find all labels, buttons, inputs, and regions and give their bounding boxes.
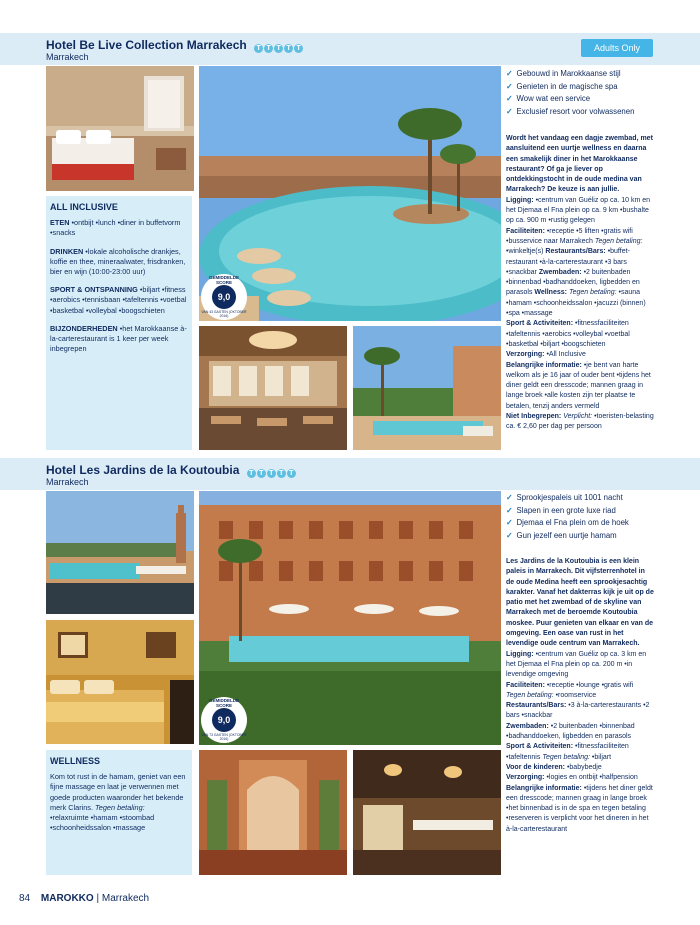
hotel2-description: Les Jardins de la Koutoubia is een klein paleis in Marrakech. Dit vijfsterrenhotel in de oude Medina heeft een sprookjesachtig karakter. Vanaf het dakterras kijk je uit op de patio met het zwembad of de skyline van Marrakech met de beroemde Koutoubia moskee. Puur genieten van elkaar en van de omgeving. Een oase van rust in het levendige oude centrum van Marrakech. Ligging: •centrum van Guéliz op ca. 3 km en het Djemaa el Fna plein op ca. 200 m •in levendige omgeving Faciliteiten: •receptie •lounge •gratis wifi Tegen betaling: •roomservice Restaurants/Bars: •3 à-la-carterestaurants •2 bars •snackbar Zwembaden: •2 buitenbaden •binnenbad •badhanddoeken, ligbedden en parasols Sport & Activiteiten: •fitnessfaciliteiten •tafeltennis Tegen betaling: •biljart Voor de kinderen: •babybedje Verzorging: •logies en ontbijt •halfpension Belangrijke informatie: •tijdens het diner geldt een dresscode; mannen graag in lange broek •het binnenbad is in de spa en tegen betaling •reserveren is verplicht voor het dineren in het à-la-carterestaurant [506,558,654,833]
highlight-item: ✓ Gun jezelf een uurtje hamam [506,530,617,540]
sport-paragraph: SPORT & ONTSPANNING •biljart •fitness •aerobics •tennisbaan •tafeltennis •voetbal •basketbal •volleybal •boogschieten [50,285,187,315]
hotel2-lead: Les Jardins de la Koutoubia is een klein paleis in Marrakech. Dit vijfsterrenhotel in de oude Medina heeft een sprookjesachtig karakter. Vanaf het dakterras kijk je uit op de patio met het zwembad of de skyline van Marrakech met de beroemde Koutoubia moskee. Puur genieten van elkaar en van de omgeving. Een oase van rust in het levendige oude centrum van Marrakech. [506,558,654,648]
star-icon: T [277,469,286,478]
hotel2-hamam-photo [199,750,347,875]
highlight-item: ✓ Slapen in een grote luxe riad [506,505,616,515]
star-icon: T [264,44,273,53]
star-icon: T [284,44,293,53]
star-icon: T [287,469,296,478]
hotel1-score-badge: GEMIDDELDE SCORE 9,0 VAN 43 GASTEN (OKTOBER 2016) [201,275,247,318]
hotel2-rating-icons [247,464,297,478]
hotel2-score-value: 9,0 [212,708,236,732]
drinken-paragraph: DRINKEN •lokale alcoholische drankjes, koffie en thee, mineraalwater, frisdranken, bier en wijn (10:00-23:00 uur) [50,246,186,277]
hotel2-city: Marrakech [46,477,89,487]
wellness-text: Kom tot rust in de hamam, geniet van een fijne massage en laat je verwennen met goede producten waaronder het bekende merk Clarins. [50,772,186,812]
highlight-item: ✓ Sprookjespaleis uit 1001 nacht [506,493,623,502]
adults-only-badge: Adults Only [581,39,653,57]
highlight-item: ✓ Genieten in de magische spa [506,81,618,91]
page-footer [19,893,149,904]
hotel1-highlights [506,68,634,118]
hotel1-title: Hotel Be Live Collection Marrakech [46,38,247,52]
hotel1-restaurant-photo [199,326,347,450]
hotel1-city: Marrakech [46,52,89,62]
check-icon: ✓ [506,69,513,78]
star-icon: T [257,469,266,478]
hotel1-description: Wordt het vandaag een dagje zwembad, met aansluitend een uurtje wellness en daarna een smakelijk diner in het Marokkaanse restaurant? Of ga je liever op ontdekkingstocht in de oude medina van Marrakech? De keuze is aan jullie. Ligging: •centrum van Guéliz op ca. 10 km en het Djemaa el Fna plein op ca. 9 km •bushalte op ca. 900 m •rustig gelegen Faciliteiten: •receptie •5 liften •gratis wifi •busservice naar Marrakech Tegen betaling: •winkeltje(s) Restaurants/Bars: •buffet-restaurant •à-la-carterestaurant •3 bars •snackbar Zwembaden: •2 buitenbaden •binnenbad •badhanddoeken, ligbedden en parasols Wellness: Tegen betaling: •sauna •hamam •schoonheidssalon •jacuzzi (binnen) •spa •massage Sport & Activiteiten: •fitnessfaciliteiten •tafeltennis •aerobics •volleybal •voetbal •basketbal •biljart •boogschieten Verzorging: •All Inclusive Belangrijke informatie: •je bent van harte welkom als je 16 jaar of ouder bent •tijdens het diner geldt een dresscode; mannen graag in lange broek •alle kosten zijn ter plaatse te betalen, tenzij anders vermeld Niet Inbegrepen: Verplicht: •toeristen-belasting ca. € 2,60 per dag per persoon [506,135,654,431]
highlight-item: ✓ Djemaa el Fna plein om de hoek [506,518,629,527]
wellness-title: WELLNESS [50,756,101,766]
hotel2-dining-photo [353,750,501,875]
hotel2-header [0,458,700,490]
hotel1-room-photo [46,66,194,191]
page-number: 84 [19,893,31,904]
footer-city: Marrakech [101,893,150,904]
star-icon: T [294,44,303,53]
star-icon: T [274,44,283,53]
eten-paragraph: ETEN •ontbijt •lunch •diner in buffetvorm •snacks [50,218,181,238]
wellness-list: •relaxruimte •hamam •stoombad •schoonheidssalon •massage [50,813,155,833]
highlight-item: ✓ Exclusief resort voor volwassenen [506,106,635,116]
footer-country: MAROKKO [40,893,94,904]
hotel2-highlights [506,492,629,542]
bijzonderheden-paragraph: BIJZONDERHEDEN •het Marokkaanse à-la-carterestaurant is 1 keer per week inbegrepen [50,323,187,354]
highlight-item: ✓ Wow wat een service [506,94,591,103]
check-icon: ✓ [506,505,513,515]
hotel1-lead: Wordt het vandaag een dagje zwembad, met aansluitend een uurtje wellness en daarna een smakelijk diner in het Marokkaanse restaurant? Of ga je liever op ontdekkingstocht in de oude medina van Marrakech? De keuze is aan jullie. [506,135,653,194]
check-icon: ✓ [506,106,513,116]
hotel2-wellness-box: WELLNESS Kom tot rust in de hamam, geniet van een fijne massage en laat je verwennen met goede producten waaronder het bekende merk Clarins. Tegen betaling: •relaxruimte •hamam •stoombad •schoonheidssalon •massage [46,750,192,875]
hotel1-all-inclusive-box [46,196,192,450]
star-icon: T [267,469,276,478]
hotel1-garden-photo [353,326,501,450]
check-icon: ✓ [506,493,513,502]
hotel1-rating-icons [254,39,304,53]
hotel2-bedroom-photo [46,620,194,744]
star-icon: T [247,469,256,478]
check-icon: ✓ [506,530,513,540]
hotel1-header [0,33,700,65]
all-inclusive-title: ALL INCLUSIVE [50,202,118,212]
hotel1-score-value: 9,0 [212,285,236,309]
check-icon: ✓ [506,81,513,91]
footer-separator: | [96,893,100,904]
hotel2-score-badge: GEMIDDELDE SCORE 9,0 VAN 73 GASTEN (OKTOBER 2016) [201,698,247,741]
highlight-item: ✓ Gebouwd in Marokkaanse stijl [506,69,621,78]
check-icon: ✓ [506,94,513,103]
hotel2-rooftop-photo [46,491,194,614]
check-icon: ✓ [506,518,513,527]
star-icon: T [254,44,263,53]
hotel2-title: Hotel Les Jardins de la Koutoubia [46,463,240,477]
